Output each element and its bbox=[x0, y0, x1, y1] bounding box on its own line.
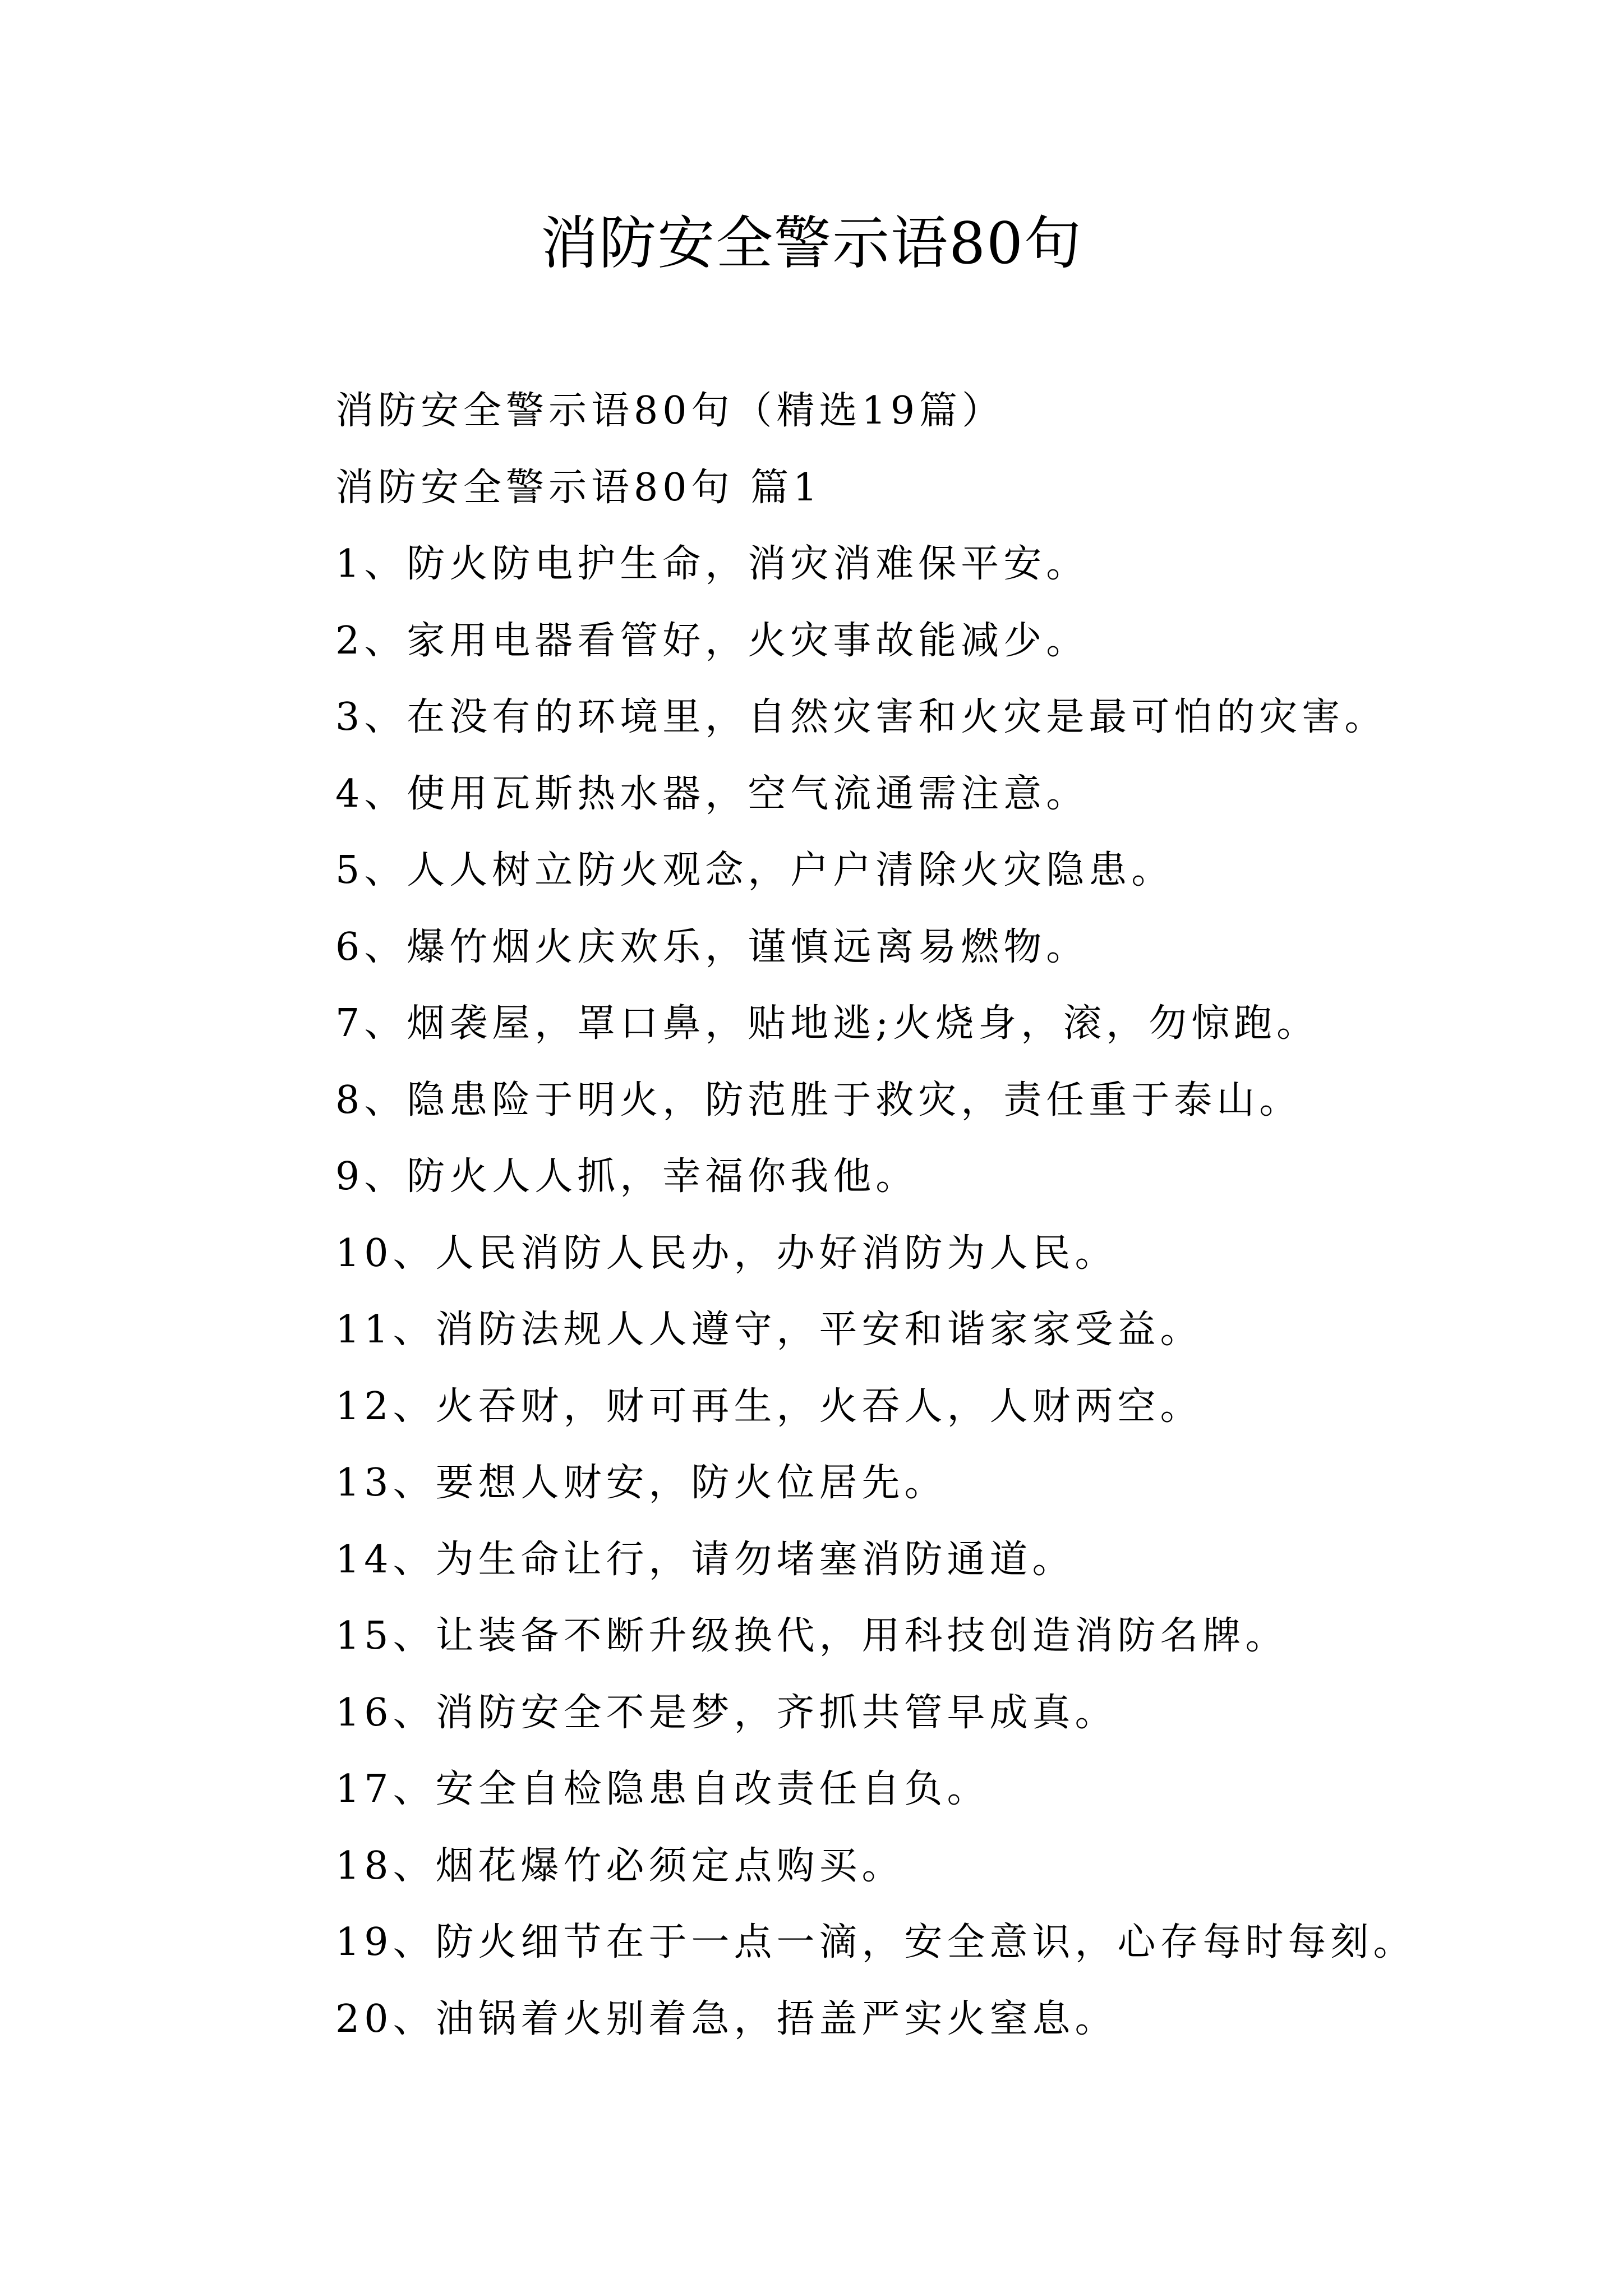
slogan-line: 17、安全自检隐患自改责任自负。 bbox=[335, 1767, 990, 1811]
document-title: 消防安全警示语80句 bbox=[541, 210, 1082, 277]
slogan-line: 15、让装备不断升级换代，用科技创造消防名牌。 bbox=[335, 1614, 1288, 1658]
section-heading: 消防安全警示语80句 篇1 bbox=[335, 465, 822, 510]
document-body bbox=[335, 373, 1569, 2058]
slogan-line: 6、爆竹烟火庆欢乐，谨慎远离易燃物。 bbox=[335, 924, 1089, 969]
slogan-line: 10、人民消防人民办，办好消防为人民。 bbox=[335, 1231, 1118, 1276]
slogan-line: 18、烟花爆竹必须定点购买。 bbox=[335, 1843, 905, 1888]
slogan-line: 3、在没有的环境里，自然灾害和火灾是最可怕的灾害。 bbox=[335, 695, 1387, 739]
slogan-line: 14、为生命让行，请勿堵塞消防通道。 bbox=[335, 1537, 1075, 1582]
slogan-line: 12、火吞财，财可再生，火吞人，人财两空。 bbox=[335, 1384, 1203, 1429]
slogan-line: 11、消防法规人人遵守，平安和谐家家受益。 bbox=[335, 1308, 1203, 1352]
slogan-line: 16、消防安全不是梦，齐抓共管早成真。 bbox=[335, 1690, 1118, 1735]
slogan-line: 2、家用电器看管好，火灾事故能减少。 bbox=[335, 618, 1089, 663]
subtitle-line: 消防安全警示语80句（精选19篇） bbox=[335, 389, 1005, 433]
slogan-line: 13、要想人财安，防火位居先。 bbox=[335, 1461, 947, 1505]
slogan-line: 19、防火细节在于一点一滴，安全意识，心存每时每刻。 bbox=[335, 1920, 1416, 1964]
slogan-line: 4、使用瓦斯热水器，空气流通需注意。 bbox=[335, 771, 1089, 816]
slogan-line: 9、防火人人抓，幸福你我他。 bbox=[335, 1154, 919, 1199]
slogan-line: 5、人人树立防火观念，户户清除火灾隐患。 bbox=[335, 848, 1174, 892]
slogan-line: 8、隐患险于明火，防范胜于救灾，责任重于泰山。 bbox=[335, 1078, 1302, 1122]
slogan-line: 1、防火防电护生命，消灾消难保平安。 bbox=[335, 542, 1089, 586]
slogan-line: 7、烟袭屋，罩口鼻，贴地逃;火烧身，滚，勿惊跑。 bbox=[335, 1001, 1320, 1046]
slogan-line: 20、油锅着火别着急，捂盖严实火窒息。 bbox=[335, 1996, 1118, 2041]
